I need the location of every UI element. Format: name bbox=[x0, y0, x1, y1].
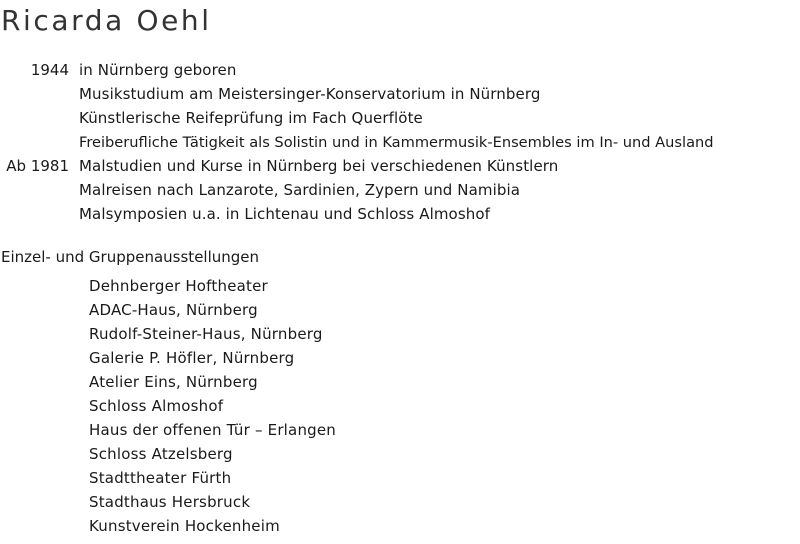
exhibition-item: Haus der offenen Tür – Erlangen bbox=[89, 421, 337, 439]
biography-year: Ab 1981 bbox=[6, 157, 69, 175]
biography-entry: Musikstudium am Meistersinger-Konservatorium in Nürnberg bbox=[79, 85, 541, 103]
exhibitions-heading: Einzel- und Gruppenausstellungen bbox=[1, 248, 260, 266]
exhibition-item: Schloss Almoshof bbox=[89, 397, 224, 415]
exhibition-item: Dehnberger Hoftheater bbox=[89, 277, 268, 295]
biography-entry: Malreisen nach Lanzarote, Sardinien, Zypern und Namibia bbox=[79, 181, 521, 199]
biography-entry: Malsymposien u.a. in Lichtenau und Schloss Almoshof bbox=[79, 205, 491, 223]
exhibition-item: Rudolf-Steiner-Haus, Nürnberg bbox=[89, 325, 323, 343]
exhibition-item: Atelier Eins, Nürnberg bbox=[89, 373, 258, 391]
biography-row bbox=[0, 202, 800, 226]
biography-row bbox=[0, 154, 800, 178]
exhibition-item: Galerie P. Höfler, Nürnberg bbox=[89, 349, 295, 367]
exhibition-item: ADAC-Haus, Nürnberg bbox=[89, 301, 258, 319]
biography-row bbox=[0, 106, 800, 130]
biography-list bbox=[0, 58, 800, 226]
biography-row bbox=[0, 82, 800, 106]
exhibition-item: Schloss Atzelsberg bbox=[89, 445, 233, 463]
biography-entry: Malstudien und Kurse in Nürnberg bei verschiedenen Künstlern bbox=[79, 157, 559, 175]
exhibition-item: Stadthaus Hersbruck bbox=[89, 493, 251, 511]
biography-entry: Künstlerische Reifeprüfung im Fach Querflöte bbox=[79, 109, 423, 127]
exhibition-item: Kunstverein Hockenheim bbox=[89, 517, 280, 535]
page-title: Ricarda Oehl bbox=[1, 4, 212, 37]
exhibition-item: Stadttheater Fürth bbox=[89, 469, 232, 487]
exhibitions-list bbox=[89, 274, 336, 538]
biography-year: 1944 bbox=[30, 61, 69, 79]
biography-row bbox=[0, 130, 800, 154]
biography-row bbox=[0, 58, 800, 82]
biography-entry: in Nürnberg geboren bbox=[79, 61, 237, 79]
biography-entry: Freiberufliche Tätigkeit als Solistin und in Kammermusik-Ensembles im In- und Ausland bbox=[79, 133, 714, 151]
biography-row bbox=[0, 178, 800, 202]
